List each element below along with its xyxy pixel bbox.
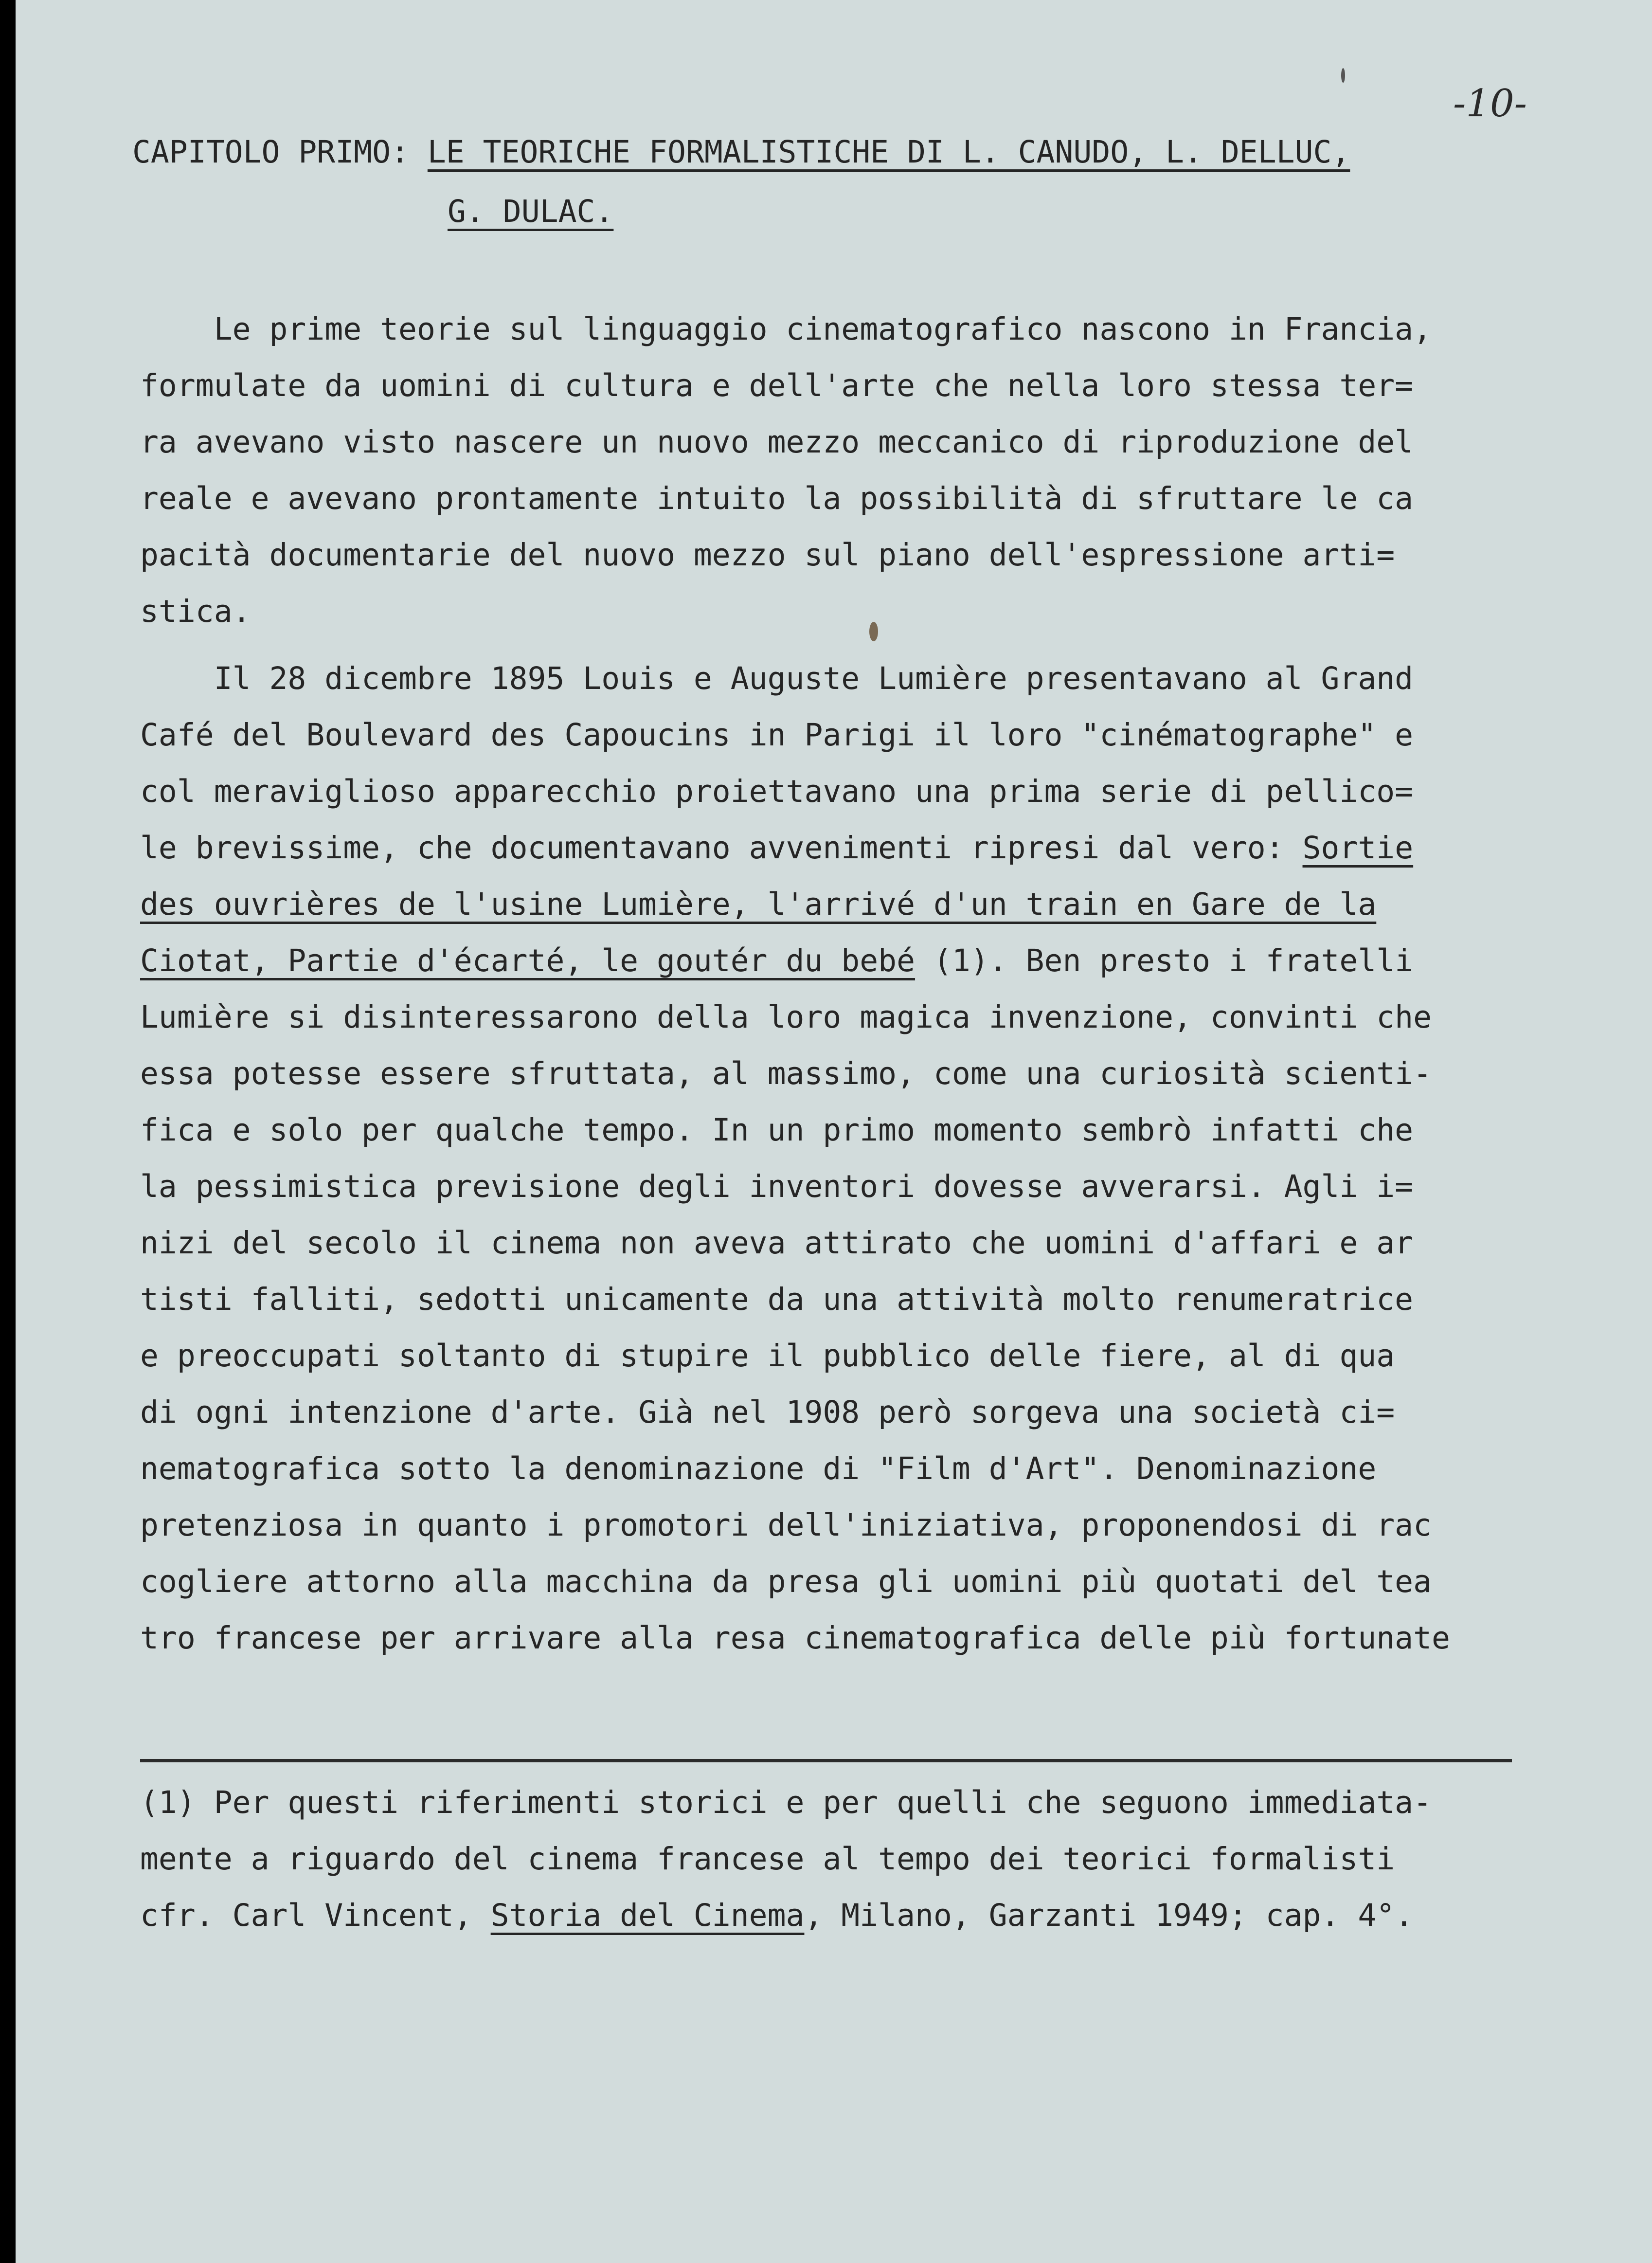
scan-edge <box>0 0 11 2263</box>
body-text: (1). Ben presto i fratelli <box>915 943 1414 978</box>
body-line: fica e solo per qualche tempo. In un primo momento sembrò infatti che <box>140 1112 1414 1148</box>
body-line: cogliere attorno alla macchina da presa gli uomini più quotati del tea <box>140 1564 1432 1599</box>
body-line: nematografica sotto la denominazione di "Film d'Art". Denominazione <box>140 1451 1377 1486</box>
body-line: essa potesse essere sfruttata, al massimo, come una curiosità scienti- <box>140 1056 1432 1091</box>
body-line: di ogni intenzione d'arte. Già nel 1908 però sorgeva una società ci= <box>140 1394 1395 1430</box>
body-line: Le prime teorie sul linguaggio cinematografico nascono in Francia, <box>140 311 1432 347</box>
body-line: pretenziosa in quanto i promotori dell'iniziativa, proponendosi di rac <box>140 1507 1432 1543</box>
footnote-line: (1) Per questi riferimenti storici e per quelli che seguono immediata- <box>140 1785 1432 1820</box>
body-line: pacità documentarie del nuovo mezzo sul piano dell'espressione arti= <box>140 537 1395 573</box>
footnote-line: mente a riguardo del cinema francese al tempo dei teorici formalisti <box>140 1841 1395 1877</box>
body-line: Lumière si disinteressarono della loro magica invenzione, convinti che <box>140 999 1432 1035</box>
chapter-heading-line1 <box>132 134 1350 170</box>
chapter-title-part1: LE TEORICHE FORMALISTICHE DI L. CANUDO, L. DELLUC, <box>427 134 1350 170</box>
chapter-label: CAPITOLO PRIMO: <box>132 134 428 170</box>
page-number: -10- <box>1453 82 1527 126</box>
book-title: Storia del Cinema <box>490 1898 805 1933</box>
footnote-text: cfr. Carl Vincent, <box>140 1898 491 1933</box>
body-line: col meraviglioso apparecchio proiettavano una prima serie di pellico= <box>140 774 1414 809</box>
film-title: Ciotat, Partie d'écarté, le goutér du bebé <box>140 943 916 978</box>
body-line: tro francese per arrivare alla resa cinematografica delle più fortunate <box>140 1620 1450 1656</box>
paper-stain <box>869 622 878 641</box>
footnote-line <box>140 1898 1413 1933</box>
body-line: ra avevano visto nascere un nuovo mezzo meccanico di riproduzione del <box>140 424 1414 460</box>
film-title: Sortie <box>1302 830 1414 866</box>
paper-mark <box>1341 68 1345 83</box>
body-line: Café del Boulevard des Capoucins in Parigi il loro "cinématographe" e <box>140 717 1414 753</box>
body-line: Il 28 dicembre 1895 Louis e Auguste Lumière presentavano al Grand <box>140 661 1414 696</box>
footnote-separator <box>140 1759 1512 1762</box>
body-line: formulate da uomini di cultura e dell'arte che nella loro stessa ter= <box>140 368 1414 403</box>
body-line: e preoccupati soltanto di stupire il pubblico delle fiere, al di qua <box>140 1338 1395 1374</box>
footnote-text: , Milano, Garzanti 1949; cap. 4°. <box>804 1898 1414 1933</box>
body-line: nizi del secolo il cinema non aveva attirato che uomini d'affari e ar <box>140 1225 1414 1261</box>
body-line: tisti falliti, sedotti unicamente da una attività molto renumeratrice <box>140 1282 1414 1317</box>
chapter-title-part2: G. DULAC. <box>448 194 614 229</box>
body-text: le brevissime, che documentavano avvenimenti ripresi dal vero: <box>140 830 1303 866</box>
body-line <box>140 830 1413 866</box>
typewritten-page <box>16 0 1652 2263</box>
body-line <box>140 943 1413 978</box>
body-line: stica. <box>140 594 251 629</box>
body-line: la pessimistica previsione degli inventori dovesse avverarsi. Agli i= <box>140 1169 1414 1204</box>
film-title: des ouvrières de l'usine Lumière, l'arrivé d'un train en Gare de la <box>140 887 1377 922</box>
body-line: reale e avevano prontamente intuito la possibilità di sfruttare le ca <box>140 481 1414 516</box>
